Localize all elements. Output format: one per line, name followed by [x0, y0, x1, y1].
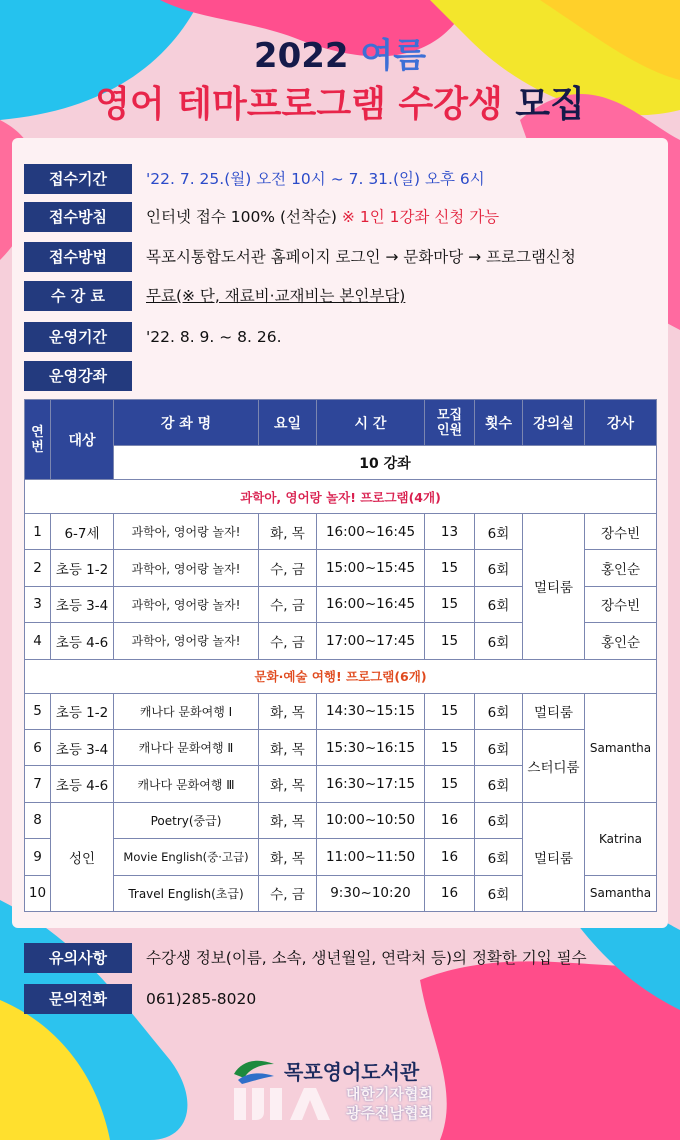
- cell-capacity: 16: [425, 875, 475, 911]
- cell-teacher-katrina: Katrina: [585, 802, 657, 875]
- title-line-1: [0, 28, 680, 77]
- table-row: [25, 802, 657, 838]
- cell-days: 수, 금: [259, 586, 317, 622]
- section-culture: 문화·예술 여행! 프로그램(6개): [25, 659, 657, 693]
- cell-days: 화, 목: [259, 729, 317, 765]
- cell-sessions: 6회: [475, 766, 523, 802]
- cell-no: 2: [25, 550, 51, 586]
- header-time: 시 간: [317, 400, 425, 446]
- cell-capacity: 15: [425, 729, 475, 765]
- cell-time: 17:00~17:45: [317, 623, 425, 659]
- table-row: [25, 729, 657, 765]
- section-science: 과학아, 영어랑 놀자! 프로그램(4개): [25, 480, 657, 514]
- cell-days: 화, 목: [259, 766, 317, 802]
- info-label-period: 접수기간: [24, 164, 132, 194]
- table-row: [25, 693, 657, 729]
- policy-note: ※ 1인 1강좌 신청 가능: [341, 208, 500, 226]
- cell-sessions: 6회: [475, 729, 523, 765]
- press-watermark: [230, 1084, 433, 1124]
- cell-no: 1: [25, 514, 51, 550]
- library-name: 목포영어도서관: [284, 1060, 420, 1084]
- cell-no: 8: [25, 802, 51, 838]
- cell-target-adult: 성인: [51, 802, 114, 911]
- cell-sessions: 6회: [475, 875, 523, 911]
- title-line-2: [0, 76, 680, 127]
- cell-time: 16:00~16:45: [317, 586, 425, 622]
- header-course: 강 좌 명: [114, 400, 259, 446]
- cell-target: 초등 4-6: [51, 766, 114, 802]
- info-text-policy: [146, 202, 499, 232]
- cell-days: 화, 목: [259, 514, 317, 550]
- info-label-fee: 수 강 료: [24, 281, 132, 311]
- cell-target: 6-7세: [51, 514, 114, 550]
- cell-sessions: 6회: [475, 586, 523, 622]
- cell-no: 7: [25, 766, 51, 802]
- cell-no: 3: [25, 586, 51, 622]
- cell-teacher: Samantha: [585, 875, 657, 911]
- cell-no: 10: [25, 875, 51, 911]
- cell-course: 캐나다 문화여행 Ⅱ: [114, 729, 259, 765]
- cell-course: 과학아, 영어랑 놀자!: [114, 586, 259, 622]
- cell-no: 4: [25, 623, 51, 659]
- info-label-method: 접수방법: [24, 242, 132, 272]
- cell-days: 화, 목: [259, 839, 317, 875]
- cell-time: 16:00~16:45: [317, 514, 425, 550]
- library-logo: [232, 1056, 419, 1085]
- header-capacity: 모집인원: [425, 400, 475, 446]
- cell-sessions: 6회: [475, 623, 523, 659]
- header-sessions: 횟수: [475, 400, 523, 446]
- cell-course: 캐나다 문화여행 Ⅲ: [114, 766, 259, 802]
- cell-capacity: 15: [425, 693, 475, 729]
- cell-teacher: 장수빈: [585, 586, 657, 622]
- cell-sessions: 6회: [475, 550, 523, 586]
- cell-time: 11:00~11:50: [317, 839, 425, 875]
- cell-capacity: 15: [425, 766, 475, 802]
- cell-capacity: 13: [425, 514, 475, 550]
- cell-sessions: 6회: [475, 839, 523, 875]
- header-target: 대상: [51, 400, 114, 480]
- cell-capacity: 15: [425, 550, 475, 586]
- cell-capacity: 15: [425, 586, 475, 622]
- title-year: 2022: [253, 36, 349, 76]
- title-season: 여름: [360, 36, 427, 76]
- title-main: 영어 테마프로그램 수강생: [95, 84, 503, 125]
- cell-days: 수, 금: [259, 550, 317, 586]
- watermark-line-1: 대한기자협회: [346, 1085, 433, 1103]
- cell-course: Movie English(중·고급): [114, 839, 259, 875]
- cell-days: 수, 금: [259, 623, 317, 659]
- cell-target: 초등 1-2: [51, 550, 114, 586]
- cell-days: 수, 금: [259, 875, 317, 911]
- info-text-period: '22. 7. 25.(월) 오전 10시 ~ 7. 31.(일) 오후 6시: [146, 170, 485, 188]
- cell-time: 16:30~17:15: [317, 766, 425, 802]
- cell-teacher: 홍인순: [585, 623, 657, 659]
- watermark-line-2: 광주전남협회: [346, 1104, 433, 1122]
- notice-label: 유의사항: [24, 943, 132, 973]
- info-text-method: 목포시통합도서관 홈페이지 로그인 → 문화마당 → 프로그램신청: [146, 248, 576, 266]
- cell-course: 과학아, 영어랑 놀자!: [114, 550, 259, 586]
- cell-time: 10:00~10:50: [317, 802, 425, 838]
- cell-course: 캐나다 문화여행 Ⅰ: [114, 693, 259, 729]
- cell-sessions: 6회: [475, 693, 523, 729]
- header-room: 강의실: [523, 400, 585, 446]
- cell-days: 화, 목: [259, 693, 317, 729]
- cell-teacher: 홍인순: [585, 550, 657, 586]
- header-teacher: 강사: [585, 400, 657, 446]
- cell-room-studio: 스터디룸: [523, 729, 585, 802]
- cell-time: 15:00~15:45: [317, 550, 425, 586]
- cell-course: Travel English(초급): [114, 875, 259, 911]
- cell-course: 과학아, 영어랑 놀자!: [114, 623, 259, 659]
- cell-teacher-samantha: Samantha: [585, 693, 657, 802]
- notice-text: 수강생 정보(이름, 소속, 생년월일, 연락처 등)의 정확한 기입 필수: [146, 949, 587, 967]
- cell-target: 초등 4-6: [51, 623, 114, 659]
- header-days: 요일: [259, 400, 317, 446]
- library-logo-icon: [232, 1058, 276, 1084]
- info-label-courses: 운영강좌: [24, 361, 132, 391]
- total-courses: 10 강좌: [114, 446, 657, 480]
- cell-target: 초등 3-4: [51, 729, 114, 765]
- cell-course: Poetry(중급): [114, 802, 259, 838]
- cell-room-multi: 멀티룸: [523, 514, 585, 660]
- cell-days: 화, 목: [259, 802, 317, 838]
- program-table: [24, 399, 657, 912]
- cell-capacity: 16: [425, 802, 475, 838]
- info-label-policy: 접수방침: [24, 202, 132, 232]
- info-text-fee: 무료(※ 단, 재료비·교재비는 본인부담): [146, 287, 406, 305]
- header-no: 연번: [25, 400, 51, 480]
- info-text-operation: '22. 8. 9. ~ 8. 26.: [146, 328, 282, 346]
- cell-room-multi: 멀티룸: [523, 693, 585, 729]
- press-logo-icon: [230, 1084, 340, 1124]
- cell-target: 초등 3-4: [51, 586, 114, 622]
- policy-text: 인터넷 접수 100% (선착순): [146, 208, 337, 226]
- cell-capacity: 16: [425, 839, 475, 875]
- cell-course: 과학아, 영어랑 놀자!: [114, 514, 259, 550]
- table-row: [25, 514, 657, 550]
- cell-no: 5: [25, 693, 51, 729]
- cell-sessions: 6회: [475, 514, 523, 550]
- cell-time: 15:30~16:15: [317, 729, 425, 765]
- cell-target: 초등 1-2: [51, 693, 114, 729]
- cell-capacity: 15: [425, 623, 475, 659]
- cell-room-multi: 멀티룸: [523, 802, 585, 911]
- cell-time: 14:30~15:15: [317, 693, 425, 729]
- cell-no: 6: [25, 729, 51, 765]
- cell-sessions: 6회: [475, 802, 523, 838]
- contact-phone[interactable]: 061)285-8020: [146, 990, 257, 1008]
- title-end: 모집: [515, 84, 585, 125]
- info-label-operation: 운영기간: [24, 322, 132, 352]
- contact-label: 문의전화: [24, 984, 132, 1014]
- cell-time: 9:30~10:20: [317, 875, 425, 911]
- cell-no: 9: [25, 839, 51, 875]
- cell-teacher: 장수빈: [585, 514, 657, 550]
